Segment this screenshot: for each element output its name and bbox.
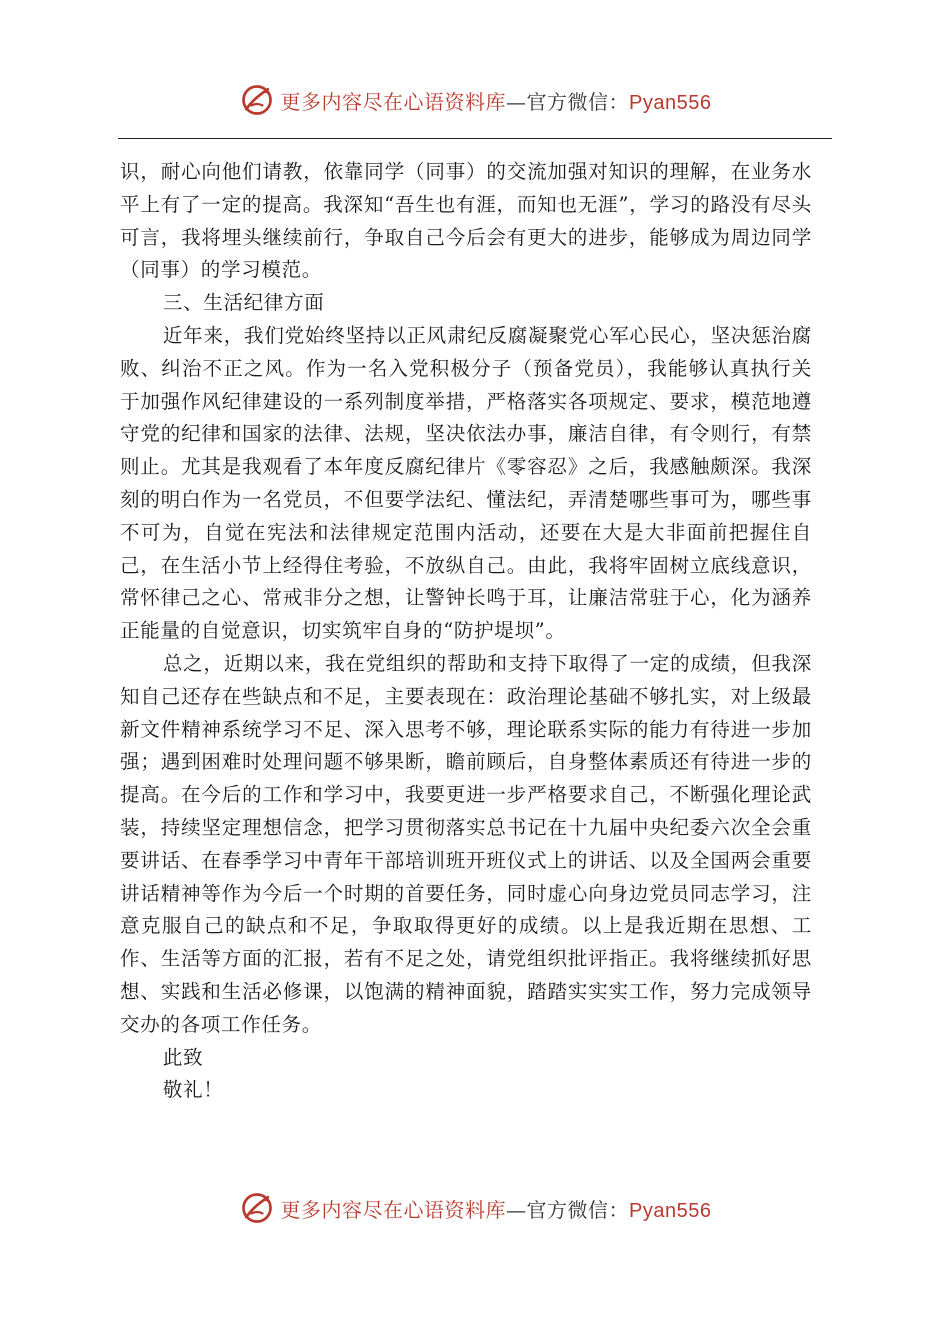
banner-dash: — (506, 89, 527, 114)
banner-wechat-label: 官方微信： (526, 1197, 630, 1222)
document-body (120, 156, 812, 1107)
closing-line-1: 此致 (162, 1045, 204, 1069)
closing-line-2: 敬礼！ (162, 1078, 224, 1102)
banner-dash: — (506, 1197, 527, 1222)
banner-main-text: 更多内容尽在心语资料库 (280, 1197, 507, 1222)
banner-wechat-id: Pyan556 (629, 91, 712, 114)
banner-text (281, 86, 712, 115)
paragraph-continuation: 识，耐心向他们请教，依靠同学（同事）的交流加强对知识的理解，在业务水平上有了一定的提高。我深知“吾生也有涯，而知也无涯”，学习的路没有尽头可言，我将埋头继续前行，争取自己今后会有更大的进步，能够成为周边同学（同事）的学习模范。 (120, 160, 812, 282)
logo-icon (239, 82, 275, 118)
paragraph-discipline: 近年来，我们党始终坚持以正风肃纪反腐凝聚党心军心民心，坚决惩治腐败、纠治不正之风。作为一名入党积极分子（预备党员），我能够认真执行关于加强作风纪律建设的一系列制度举措，严格落实各项规定、要求，模范地遵守党的纪律和国家的法律、法规，坚决依法办事，廉洁自律，有令则行，有禁则止。尤其是我观看了本年度反腐纪律片《零容忍》之后，我感触颇深。我深刻的明白作为一名党员，不但要学法纪、懂法纪，弄清楚哪些事可为，哪些事不可为，自觉在宪法和法律规定范围内活动，还要在大是大非面前把握住自己，在生活小节上经得住考验，不放纵自己。由此，我将牢固树立底线意识，常怀律己之心、常戒非分之想，让警钟长鸣于耳，让廉洁常驻于心，化为涵养正能量的自觉意识，切实筑牢自身的“防护堤坝”。 (120, 323, 812, 643)
header-divider (118, 138, 832, 139)
banner-text (281, 1194, 712, 1223)
banner-main-text: 更多内容尽在心语资料库 (280, 89, 507, 114)
banner-wechat-label: 官方微信： (526, 89, 630, 114)
logo-icon (239, 1190, 275, 1226)
section-heading: 三、生活纪律方面 (162, 291, 325, 315)
header-banner (0, 82, 950, 118)
paragraph-summary: 总之，近期以来，我在党组织的帮助和支持下取得了一定的成绩，但我深知自己还存在些缺点和不足，主要表现在：政治理论基础不够扎实，对上级最新文件精神系统学习不足、深入思考不够，理论联系实际的能力有待进一步加强；遇到困难时处理问题不够果断，瞻前顾后，自身整体素质还有待进一步的提高。在今后的工作和学习中，我要更进一步严格要求自己，不断强化理论武装，持续坚定理想信念，把学习贯彻落实总书记在十九届中央纪委六次全会重要讲话、在春季学习中青年干部培训班开班仪式上的讲话、以及全国两会重要讲话精神等作为今后一个时期的首要任务，同时虚心向身边党员同志学习，注意克服自己的缺点和不足，争取取得更好的成绩。以上是我近期在思想、工作、生活等方面的汇报，若有不足之处，请党组织批评指正。我将继续抓好思想、实践和生活必修课，以饱满的精神面貌，踏踏实实实工作，努力完成领导交办的各项工作任务。 (120, 651, 812, 1036)
banner-wechat-id: Pyan556 (629, 1199, 712, 1222)
footer-banner (0, 1190, 950, 1226)
